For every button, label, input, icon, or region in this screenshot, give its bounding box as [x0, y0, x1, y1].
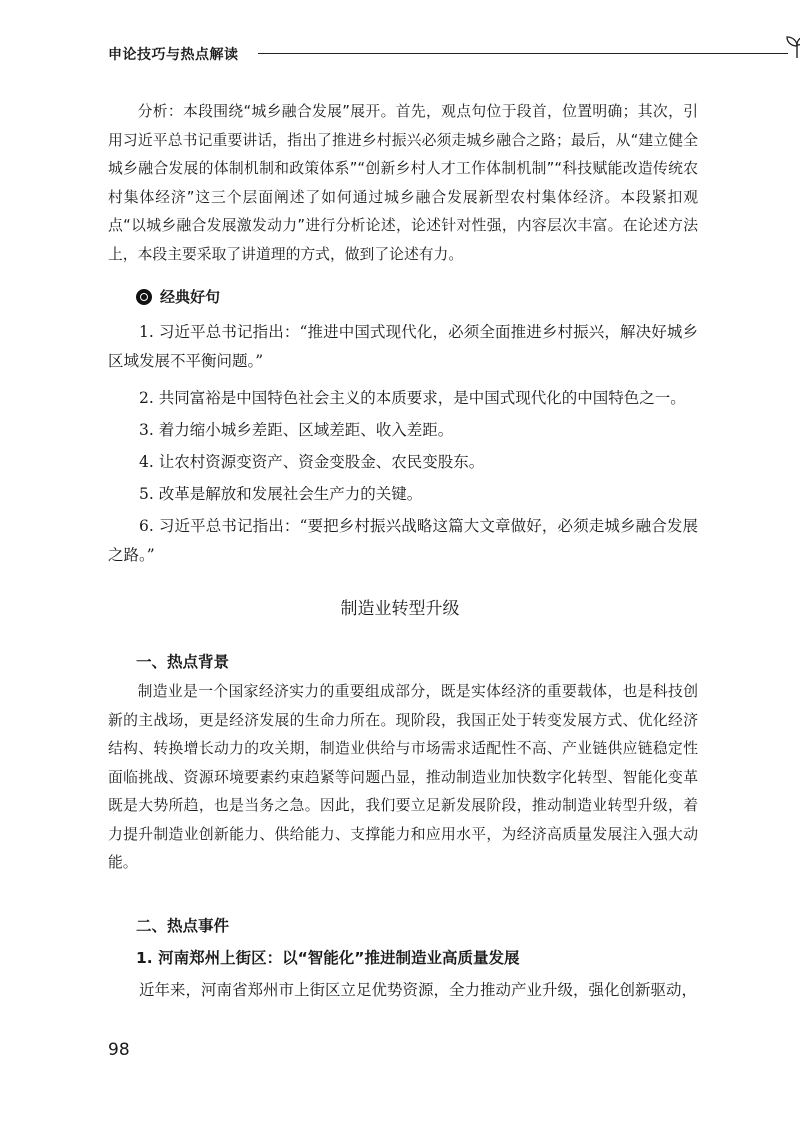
analysis-paragraph: 分析：本段围绕“城乡融合发展”展开。首先，观点句位于段首，位置明确；其次，引用习近平总书记重要讲话，指出了推进乡村振兴必须走城乡融合之路；最后，从“建立健全城乡融合发展的体制机制和政策体系”“创新乡村人才工作体制机制”“科技赋能改造传统农村集体经济”这三个层面阐述了如何通过城乡融合发展新型农村集体经济。本段紧扣观点“以城乡融合发展激发动力”进行分析论述，论述针对性强，内容层次丰富。在论述方法上，本段主要采取了讲道理的方式，做到了论述有力。 [108, 103, 698, 263]
quote-item: 5. 改革是解放和发展社会生产力的关键。 [139, 485, 423, 503]
header-rule [258, 53, 788, 54]
quote-item: 4. 让农村资源变资产、资金变股金、农民变股东。 [139, 453, 485, 471]
classic-quotes-title: 经典好句 [160, 288, 221, 306]
background-paragraph: 制造业是一个国家经济实力的重要组成部分，既是实体经济的重要载体，也是科技创新的主战场，更是经济发展的生命力所在。现阶段，我国正处于转变发展方式、优化经济结构、转换增长动力的攻关期，制造业供给与市场需求适配性不高、产业链供应链稳定性面临挑战、资源环境要素约束趋紧等问题凸显，推动制造业加快数字化转型、智能化变革既是大势所趋，也是当务之急。因此，我们要立足新发展阶段，推动制造业转型升级，着力提升制造业创新能力、供给能力、支撑能力和应用水平，为经济高质量发展注入强大动能。 [108, 683, 698, 871]
sprout-icon [783, 34, 800, 60]
page-number: 98 [108, 1040, 130, 1060]
running-header [108, 38, 708, 68]
quote-badge-icon [136, 289, 152, 305]
quote-item: 1. 习近平总书记指出：“推进中国式现代化，必须全面推进乡村振兴，解决好城乡区域发展不平衡问题。” [108, 323, 698, 370]
background-heading: 一、热点背景 [136, 653, 230, 671]
section-title: 制造业转型升级 [340, 599, 460, 619]
header-title: 申论技巧与热点解读 [108, 47, 239, 63]
events-heading: 二、热点事件 [136, 917, 230, 935]
classic-quotes-heading [136, 286, 220, 307]
quote-item: 6. 习近平总书记指出：“要把乡村振兴战略这篇大文章做好，必须走城乡融合发展之路。” [108, 517, 698, 564]
quote-item: 3. 着力缩小城乡差距、区域差距、收入差距。 [139, 421, 454, 439]
event1-paragraph: 近年来，河南省郑州市上街区立足优势资源，全力推动产业升级，强化创新驱动， [139, 981, 698, 999]
quote-item: 2. 共同富裕是中国特色社会主义的本质要求，是中国式现代化的中国特色之一。 [139, 389, 686, 407]
event1-heading: 1. 河南郑州上街区：以“智能化”推进制造业高质量发展 [136, 949, 520, 967]
